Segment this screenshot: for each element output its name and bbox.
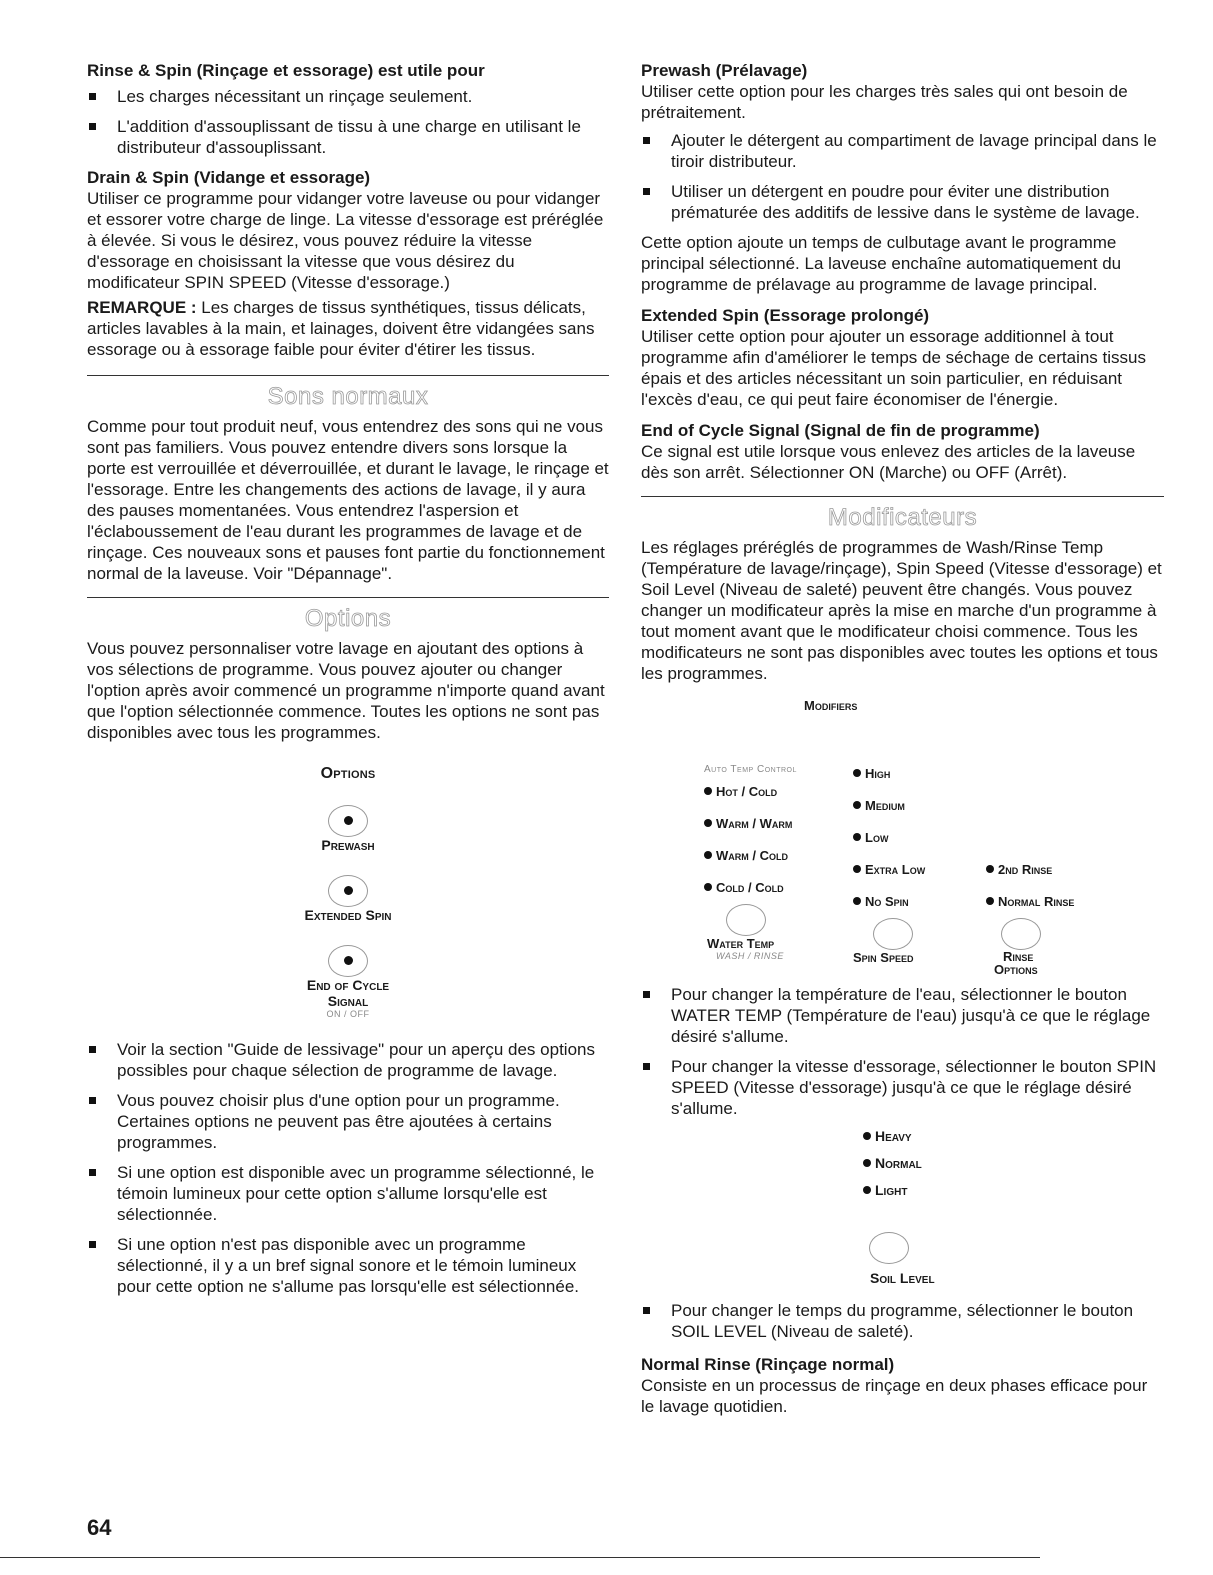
rinse-options-column	[986, 862, 1136, 976]
normal-rinse-title: Normal Rinse (Rinçage normal)	[641, 1355, 895, 1374]
led-icon	[853, 865, 861, 873]
soil-options	[863, 1128, 922, 1209]
modificateurs-text: Les réglages préréglés de programmes de Wash/Rinse Temp (Température de lavage/rinçage), Spin Speed (Vitesse d'essorage) et Soil Level (Niveau de saleté) peuvent être changés. Vous pouvez changer un modificateur après la mise en marche d'un programme à tout moment avant que le modificateur choisi commence. Tous les modificateurs ne sont pas disponibles avec toutes les options et tous les programmes.	[641, 538, 1162, 683]
modifiers-heading: Modifiers	[804, 698, 858, 713]
list-item: Pour changer le temps du programme, sélectionner le bouton SOIL LEVEL (Niveau de saleté).	[641, 1300, 1164, 1342]
page-number: 64	[87, 1515, 112, 1540]
led-icon	[344, 956, 353, 965]
led-icon	[986, 865, 994, 873]
extended-spin-title: Extended Spin (Essorage prolongé)	[641, 306, 930, 325]
remarque-text: Les charges de tissus synthétiques, tissus délicats, articles lavables à la main, et lainages, doivent être vidangées sans essorage ou à essorage faible pour éviter d'étirer les tissus.	[87, 298, 595, 359]
end-of-cycle-title: End of Cycle Signal (Signal de fin de programme)	[641, 421, 1040, 440]
rinse-label: Rinse	[1003, 949, 1034, 964]
extended-spin-text: Utiliser cette option pour ajouter un essorage additionnel à tout programme afin d'améliorer le temps de séchage de certains tissus épais et des articles nécessitant un soin particulier, en réduisant l'excès d'eau, ce qui peut faire économiser de l'énergie.	[641, 327, 1146, 409]
modificateurs-heading: Modificateurs	[827, 504, 978, 531]
led-icon	[344, 886, 353, 895]
options-heading: Options	[304, 605, 392, 632]
remarque	[87, 297, 609, 360]
spin-speed-column	[853, 766, 1003, 965]
led-icon	[986, 897, 994, 905]
temp-option: Warm / Cold	[704, 848, 864, 880]
soil-option: Heavy	[863, 1128, 922, 1155]
bullet-icon	[643, 188, 650, 195]
drain-spin-title: Drain & Spin (Vidange et essorage)	[87, 168, 371, 187]
divider	[87, 375, 609, 376]
remarque-label: REMARQUE :	[87, 298, 197, 317]
list-item: Les charges nécessitant un rinçage seulement.	[87, 86, 609, 107]
bullet-icon	[89, 1097, 96, 1104]
rinse-option: 2nd Rinse	[986, 862, 1136, 894]
prewash-text: Utiliser cette option pour les charges très sales qui ont besoin de prétraitement.	[641, 82, 1128, 122]
led-icon	[853, 897, 861, 905]
led-icon	[344, 816, 353, 825]
soil-list	[641, 1300, 1164, 1342]
list-item: Ajouter le détergent au compartiment de lavage principal dans le tiroir distributeur.	[641, 130, 1164, 172]
rinse-options-button[interactable]	[1001, 918, 1041, 950]
spin-option: High	[853, 766, 1003, 798]
divider	[641, 496, 1164, 497]
sons-normaux-heading: Sons normaux	[267, 383, 429, 410]
end-of-cycle-button[interactable]	[328, 945, 368, 977]
prewash-label: Prewash	[321, 837, 375, 853]
list-item: Voir la section "Guide de lessivage" pour un aperçu des options possibles pour chaque sélection de programme de lavage.	[87, 1039, 609, 1081]
rinse-spin-list	[87, 86, 609, 158]
end-of-cycle-text: Ce signal est utile lorsque vous enlevez des articles de la laveuse dès son arrêt. Sélectionner ON (Marche) ou OFF (Arrêt).	[641, 442, 1136, 482]
left-column	[87, 60, 609, 1306]
options-panel	[87, 765, 609, 1019]
right-column	[641, 60, 1164, 1417]
rinse-option: Normal Rinse	[986, 894, 1136, 916]
soil-level-label: Soil Level	[870, 1270, 935, 1286]
list-item: Utiliser un détergent en poudre pour éviter une distribution prématurée des additifs de lessive dans le système de lavage.	[641, 181, 1164, 223]
water-temp-column	[704, 764, 864, 961]
bullet-icon	[89, 1046, 96, 1053]
led-icon	[704, 851, 712, 859]
led-icon	[853, 769, 861, 777]
wash-rinse-label: WASH / RINSE	[716, 951, 784, 961]
led-icon	[863, 1159, 871, 1167]
options-panel-heading: Options	[320, 765, 376, 782]
bullet-icon	[89, 93, 96, 100]
led-icon	[853, 833, 861, 841]
divider	[87, 597, 609, 598]
led-icon	[863, 1132, 871, 1140]
bullet-icon	[89, 123, 96, 130]
water-temp-button[interactable]	[726, 904, 766, 936]
bullet-icon	[643, 991, 650, 998]
options-text: Vous pouvez personnaliser votre lavage en ajoutant des options à vos sélections de programme. Vous pouvez ajouter ou changer l'option après avoir commencé un programme n'importe quand avant que l'option sélectionnée commence. Toutes les options ne sont pas disponibles avec tous les programmes.	[87, 639, 605, 742]
list-item: Vous pouvez choisir plus d'une option pour un programme. Certaines options ne peuvent pas être ajoutées à certains programmes.	[87, 1090, 609, 1153]
list-item: Pour changer la vitesse d'essorage, sélectionner le bouton SPIN SPEED (Vitesse d'essorage) jusqu'à ce que le réglage désiré s'allume.	[641, 1056, 1164, 1119]
extended-spin-button[interactable]	[328, 875, 368, 907]
list-item: Pour changer la température de l'eau, sélectionner le bouton WATER TEMP (Température de l'eau) jusqu'à ce que le réglage désiré s'allume.	[641, 984, 1164, 1047]
soil-option: Light	[863, 1182, 922, 1209]
drain-spin-text: Utiliser ce programme pour vidanger votre laveuse ou pour vidanger et essorer votre charge de linge. La vitesse d'essorage est préréglée à élevée. Si vous le désirez, vous pouvez réduire la vitesse d'essorage en choisissant la vitesse que vous désirez du modificateur SPIN SPEED (Vitesse d'essorage.)	[87, 189, 604, 292]
rinse-spin-title: Rinse & Spin (Rinçage et essorage) est utile pour	[87, 61, 485, 80]
bullet-icon	[89, 1169, 96, 1176]
list-item: Si une option est disponible avec un programme sélectionné, le témoin lumineux pour cette option s'allume lorsqu'elle est sélectionnée.	[87, 1162, 609, 1225]
on-off-label: ON / OFF	[326, 1009, 370, 1019]
led-icon	[863, 1186, 871, 1194]
spin-option: Medium	[853, 798, 1003, 830]
options-list	[87, 1039, 609, 1297]
soil-level-panel	[641, 1128, 1164, 1296]
led-icon	[704, 883, 712, 891]
bullet-icon	[643, 1063, 650, 1070]
prewash-list	[641, 130, 1164, 223]
list-item: L'addition d'assouplissant de tissu à une charge en utilisant le distributeur d'assouplissant.	[87, 116, 609, 158]
normal-rinse-text: Consiste en un processus de rinçage en deux phases efficace pour le lavage quotidien.	[641, 1376, 1148, 1416]
soil-level-button[interactable]	[869, 1232, 909, 1264]
temp-option: Hot / Cold	[704, 784, 864, 816]
led-icon	[704, 787, 712, 795]
footer-rule	[0, 1557, 1040, 1558]
prewash-button[interactable]	[328, 805, 368, 837]
signal-label: Signal	[327, 993, 369, 1009]
bullet-icon	[643, 1307, 650, 1314]
modifiers-panel	[641, 684, 1164, 977]
spin-speed-button[interactable]	[873, 918, 913, 950]
end-of-cycle-label: End of Cycle	[306, 977, 390, 993]
options-label: Options	[994, 962, 1038, 977]
temp-option: Warm / Warm	[704, 816, 864, 848]
spin-option: Extra Low	[853, 862, 1003, 894]
bullet-icon	[89, 1241, 96, 1248]
extended-spin-label: Extended Spin	[304, 907, 392, 923]
led-icon	[704, 819, 712, 827]
sons-normaux-text: Comme pour tout produit neuf, vous entendrez des sons qui ne vous sont pas familiers. Vous pouvez entendre divers sons lorsque la porte est verrouillée et déverrouillée, et durant le lavage, le rinçage et l'essorage. Entre les changements des actions de lavage, il y aura des pauses momentanées. Vous entendrez l'aspersion et l'éclaboussement de l'eau durant les programmes de lavage et de rinçage. Ces nouveaux sons et pauses font partie du fonctionnement normal de la laveuse. Voir "Dépannage".	[87, 417, 609, 583]
auto-temp-control-label: Auto Temp Control	[704, 764, 797, 775]
modifiers-list	[641, 984, 1164, 1119]
spin-option: Low	[853, 830, 1003, 862]
spin-option: No Spin	[853, 894, 1003, 916]
spin-speed-label: Spin Speed	[853, 950, 914, 965]
temp-option: Cold / Cold	[704, 880, 864, 902]
list-item: Si une option n'est pas disponible avec un programme sélectionné, il y a un bref signal sonore et le témoin lumineux pour cette option ne s'allume pas lorsqu'elle est sélectionnée.	[87, 1234, 609, 1297]
bullet-icon	[643, 137, 650, 144]
led-icon	[853, 801, 861, 809]
prewash-text-2: Cette option ajoute un temps de culbutage avant le programme principal sélectionné. La laveuse enchaîne automatiquement du programme de prélavage au programme de lavage principal.	[641, 233, 1122, 294]
water-temp-label: Water Temp	[707, 936, 775, 951]
soil-option: Normal	[863, 1155, 922, 1182]
prewash-title: Prewash (Prélavage)	[641, 61, 808, 80]
